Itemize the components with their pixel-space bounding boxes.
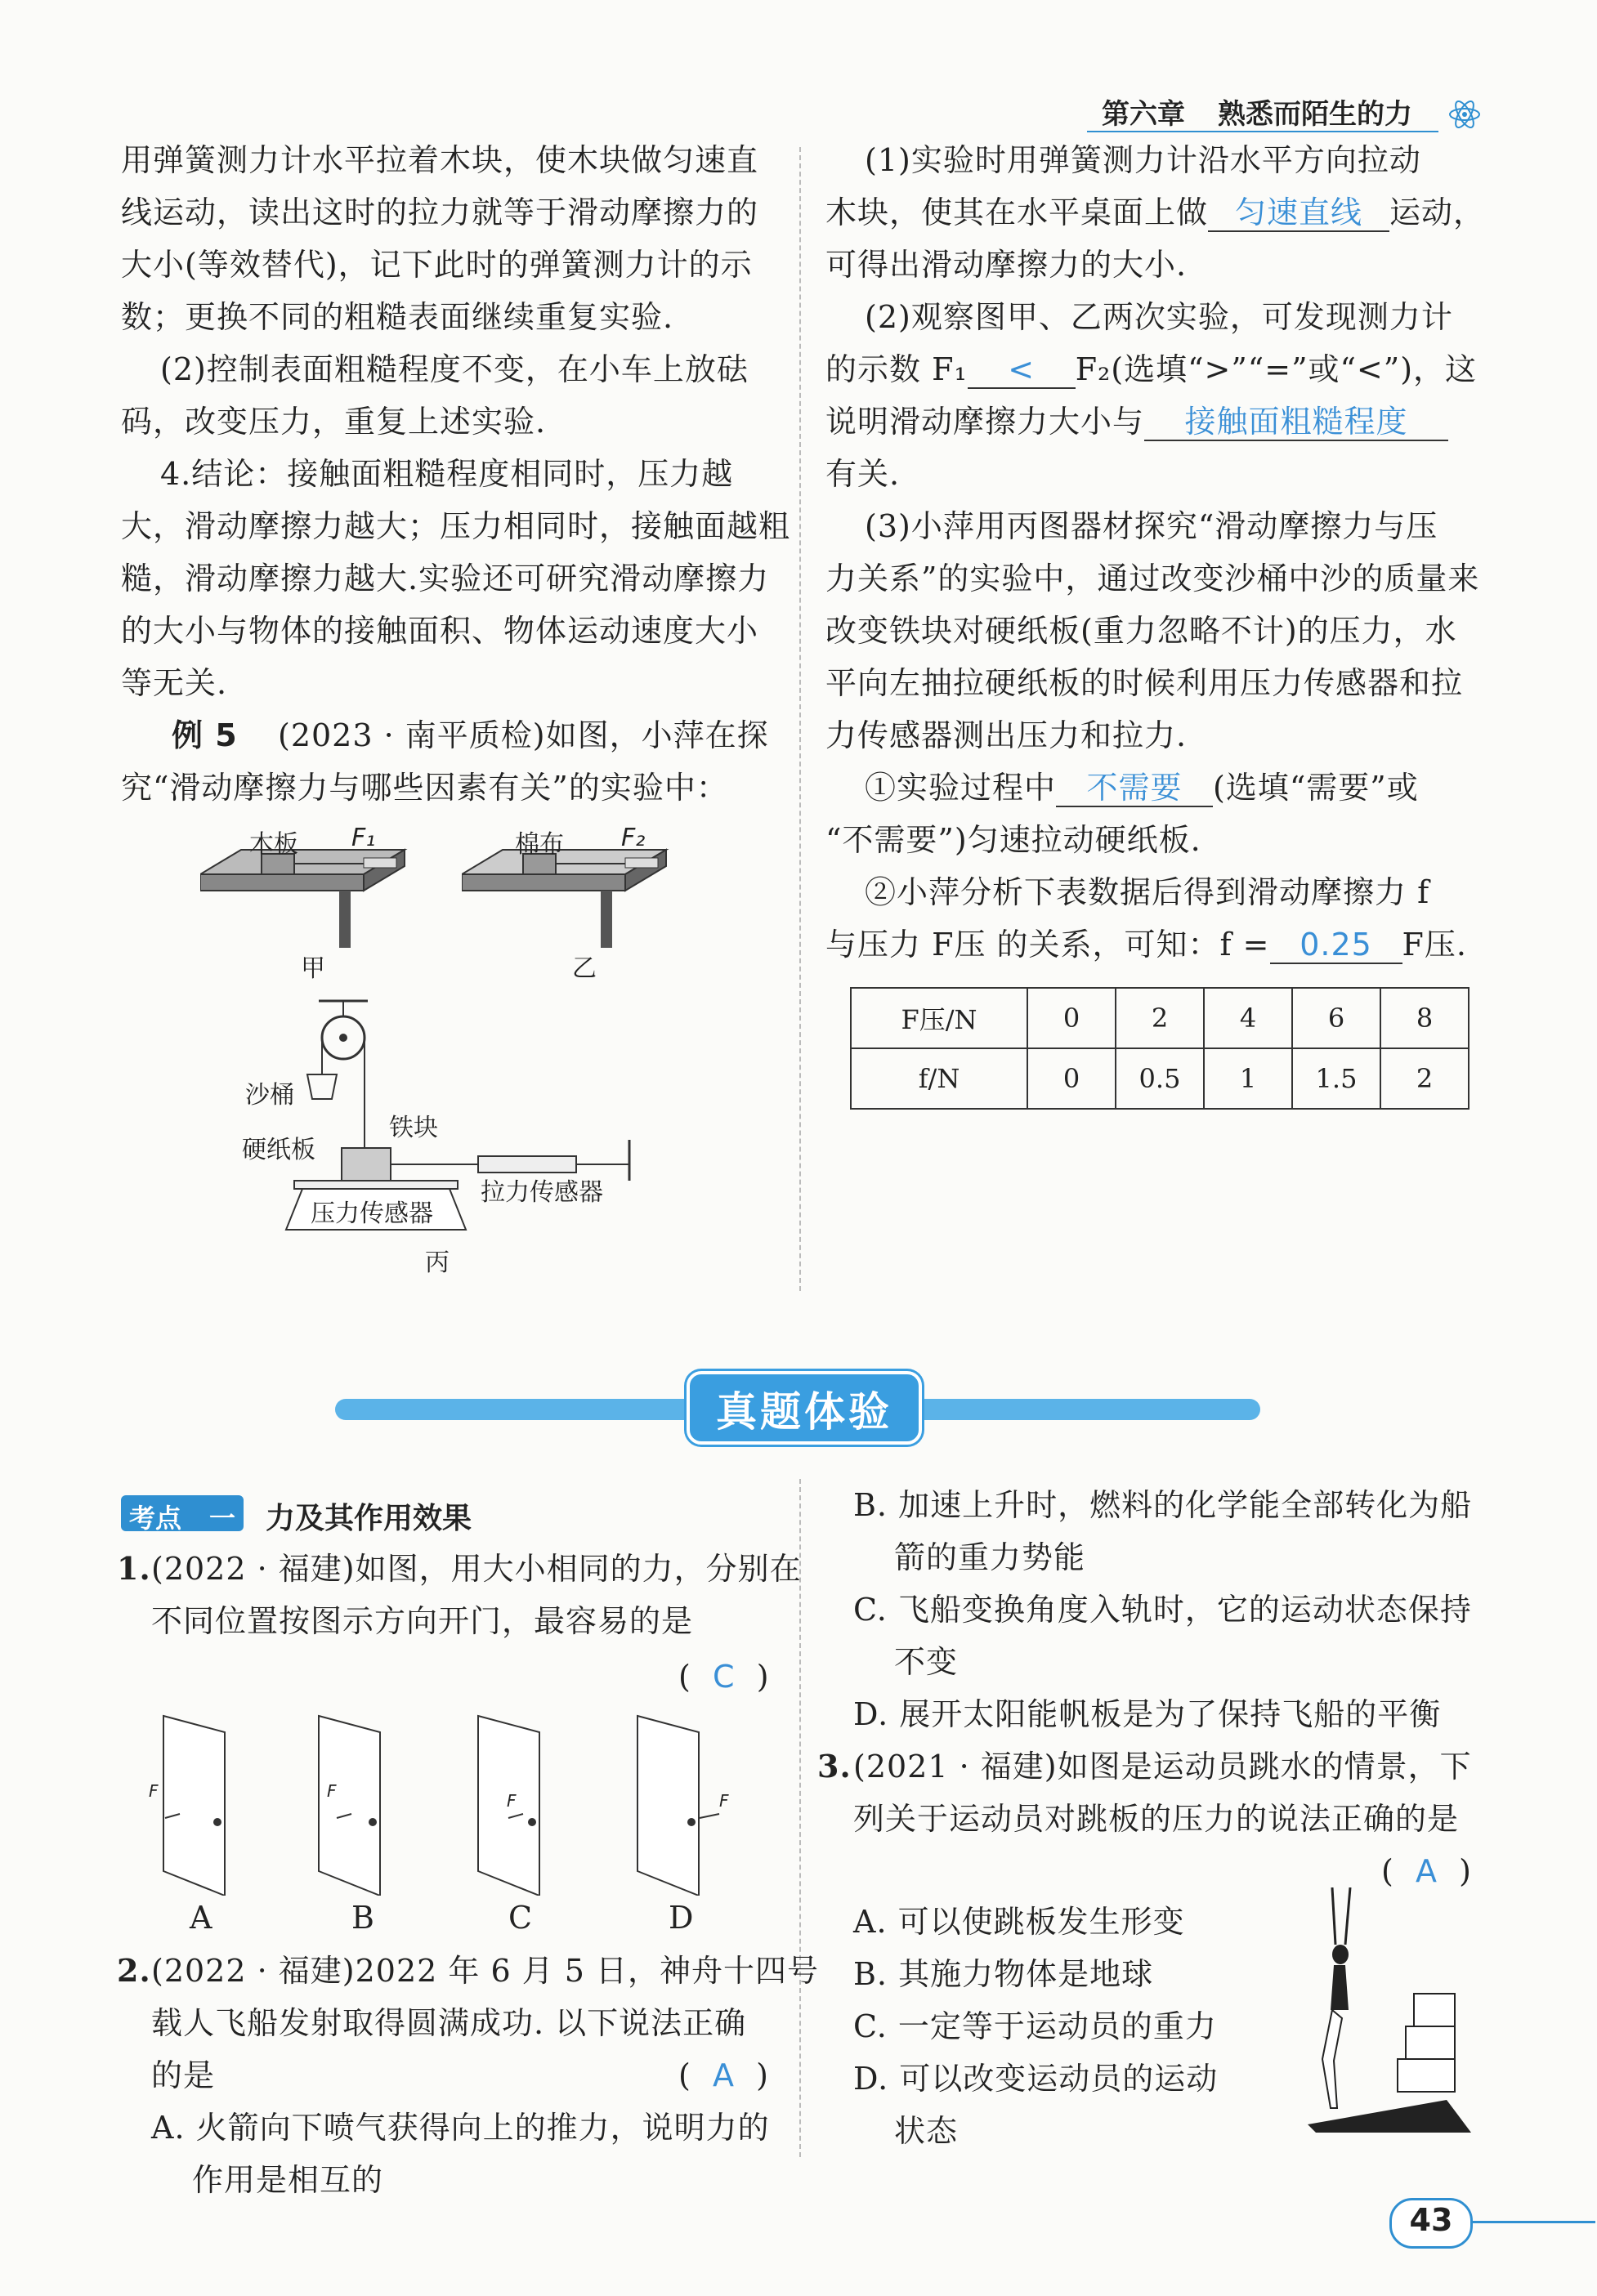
- label-f1: F₁: [351, 824, 376, 852]
- left-line: 的大小与物体的接触面积、物体运动速度大小: [121, 613, 759, 649]
- section-tag-label: 考点: [129, 1503, 182, 1534]
- q3-answer-bracket: ( A ): [1381, 1853, 1472, 1889]
- force-label: F: [149, 1781, 159, 1801]
- table-cell: 0: [1027, 988, 1116, 1048]
- q2-answer-2[interactable]: 接触面粗糙程度: [1144, 404, 1448, 441]
- q3-option-c: C. 一定等于运动员的重力: [853, 2008, 1217, 2044]
- q2-answer[interactable]: A: [712, 2057, 735, 2093]
- q3b-line2: 与压力 F压 的关系，可知：f = 0.25 F压.: [825, 927, 1467, 963]
- column-divider: [799, 147, 801, 1291]
- q2-option-c: 不变: [894, 1644, 959, 1680]
- friction-figure-yi: [462, 825, 682, 956]
- label-pressure-sensor: 压力传感器: [311, 1199, 433, 1228]
- table-cell: 1.5: [1292, 1048, 1380, 1109]
- q2-option-a: A. 火箭向下喷气获得向上的推力，说明力的: [151, 2110, 770, 2146]
- left-line: 线运动，读出这时的拉力就等于滑动摩擦力的: [121, 194, 759, 230]
- q3a-line1: ①实验过程中 不需要 (选填“需要”或: [865, 770, 1419, 806]
- q2-answer-1[interactable]: <: [968, 351, 1076, 389]
- chapter-title: 熟悉而陌生的力: [1218, 98, 1412, 131]
- q2-option-d: D. 展开太阳能帆板是为了保持飞船的平衡: [853, 1696, 1442, 1732]
- q3-line: 力传感器测出压力和拉力.: [825, 717, 1188, 753]
- label-cardboard: 硬纸板: [242, 1136, 315, 1164]
- table-cell: 0: [1027, 1048, 1116, 1109]
- label-board: 木板: [249, 830, 298, 859]
- q3a-line2: “不需要”)匀速拉动硬纸板.: [825, 822, 1201, 858]
- q3-line: 改变铁块对硬纸板(重力忽略不计)的压力，水: [825, 613, 1457, 649]
- table-cell: 2: [1116, 988, 1204, 1048]
- q3-option-d: D. 可以改变运动员的运动: [853, 2061, 1219, 2097]
- q3a-answer[interactable]: 不需要: [1056, 770, 1213, 807]
- q1-answer[interactable]: 匀速直线: [1208, 194, 1389, 232]
- atom-icon: [1447, 96, 1483, 132]
- q1-number: 1.: [117, 1550, 151, 1587]
- q1-text: 不同位置按图示方向开门，最容易的是: [151, 1603, 694, 1639]
- section-tag-number: 一: [209, 1503, 236, 1534]
- q3-text: (2021 · 福建)如图是运动员跳水的情景，下: [853, 1749, 1472, 1785]
- table-cell: f/N: [851, 1048, 1027, 1109]
- friction-figure-jia: [200, 825, 421, 956]
- table-cell: 4: [1204, 988, 1292, 1048]
- q2-text: (2022 · 福建)2022 年 6 月 5 日，神舟十四号: [151, 1953, 820, 1989]
- diver-figure: [1283, 1887, 1479, 2133]
- q2-option-c: C. 飞船变换角度入轨时，它的运动状态保持: [853, 1592, 1472, 1628]
- label-jia: 甲: [301, 954, 325, 983]
- q2-line4: 有关.: [825, 456, 901, 492]
- example-line2: 究“滑动摩擦力与哪些因素有关”的实验中：: [121, 770, 728, 806]
- header-rule: [1087, 131, 1438, 132]
- table-row: [851, 988, 1469, 1048]
- label-bing: 丙: [425, 1249, 450, 1277]
- data-table: [850, 987, 1470, 1110]
- left-line: 等无关.: [121, 665, 228, 701]
- example-source: (2023 · 南平质检)如图，小萍在探: [278, 717, 769, 753]
- q1-line3: 可得出滑动摩擦力的大小.: [825, 247, 1188, 283]
- q2-option-b: B. 加速上升时，燃料的化学能全部转化为船: [853, 1487, 1473, 1523]
- left-line: 大，滑动摩擦力越大；压力相同时，接触面越粗: [121, 508, 791, 544]
- q3-option-d: 状态: [894, 2113, 959, 2149]
- label-cloth: 棉布: [515, 830, 564, 859]
- q2-option-b: 箭的重力势能: [894, 1539, 1086, 1575]
- table-cell: 0.5: [1116, 1048, 1204, 1109]
- left-line: 数；更换不同的粗糙表面继续重复实验.: [121, 299, 674, 335]
- q3-answer[interactable]: A: [1415, 1853, 1438, 1889]
- left-line: 码，改变压力，重复上述实验.: [121, 404, 547, 440]
- footer-rule: [1473, 2221, 1595, 2223]
- table-row: [851, 1048, 1469, 1109]
- section-title: 力及其作用效果: [266, 1502, 472, 1535]
- left-line: 大小(等效替代)，记下此时的弹簧测力计的示: [121, 247, 753, 283]
- door-label: D: [669, 1900, 695, 1936]
- q2-line1: (2)观察图甲、乙两次实验，可发现测力计: [865, 299, 1453, 335]
- table-cell: 8: [1380, 988, 1469, 1048]
- table-cell: 6: [1292, 988, 1380, 1048]
- label-tension-sensor: 拉力传感器: [481, 1178, 603, 1207]
- label-yi: 乙: [572, 954, 597, 983]
- q2-answer-bracket: ( A ): [678, 2057, 769, 2093]
- door-options-figure: [147, 1708, 768, 1896]
- page-number: 43: [1409, 2202, 1453, 2238]
- q2-number: 2.: [117, 1952, 151, 1989]
- q2-line3: 说明滑动摩擦力大小与 接触面粗糙程度: [825, 404, 1448, 441]
- q3-line: 平向左抽拉硬纸板的时候利用压力传感器和拉: [825, 665, 1464, 701]
- banner-title: 真题体验: [716, 1388, 892, 1436]
- q2-option-a: 作用是相互的: [192, 2162, 384, 2198]
- chapter-label: 第六章: [1102, 98, 1185, 131]
- force-label: F: [507, 1791, 517, 1811]
- left-line: 4.结论：接触面粗糙程度相同时，压力越: [160, 456, 734, 492]
- q3-line: (3)小萍用丙图器材探究“滑动摩擦力与压: [865, 508, 1438, 544]
- q1-answer[interactable]: C: [712, 1659, 736, 1695]
- label-f2: F₂: [621, 824, 646, 852]
- q3b-line1: ②小萍分析下表数据后得到滑动摩擦力 f: [865, 874, 1430, 910]
- left-line: (2)控制表面粗糙程度不变，在小车上放砝: [160, 351, 749, 387]
- q3-line: 力关系”的实验中，通过改变沙桶中沙的质量来: [825, 561, 1480, 596]
- door-label: A: [190, 1900, 213, 1936]
- force-label: F: [327, 1781, 337, 1801]
- label-iron-block: 铁块: [389, 1114, 438, 1142]
- q2-text: 载人飞船发射取得圆满成功. 以下说法正确: [151, 2005, 747, 2041]
- table-cell: 1: [1204, 1048, 1292, 1109]
- q3-option-a: A. 可以使跳板发生形变: [853, 1904, 1185, 1940]
- label-sand-bucket: 沙桶: [245, 1081, 294, 1110]
- q3-option-b: B. 其施力物体是地球: [853, 1956, 1154, 1992]
- q1-line2: 木块，使其在水平桌面上做 匀速直线 运动，: [825, 194, 1486, 230]
- table-cell: 2: [1380, 1048, 1469, 1109]
- left-line: 糙，滑动摩擦力越大.实验还可研究滑动摩擦力: [121, 561, 770, 596]
- q2-text: 的是: [151, 2057, 216, 2093]
- q1-line1: (1)实验时用弹簧测力计沿水平方向拉动: [865, 142, 1421, 178]
- q3-number: 3.: [817, 1748, 852, 1785]
- q2-line2: 的示数 F₁ < F₂(选填“>”“=”或“<”)，这: [825, 351, 1478, 387]
- force-label: F: [719, 1791, 729, 1811]
- q3-text: 列关于运动员对跳板的压力的说法正确的是: [853, 1801, 1460, 1837]
- left-line: 用弹簧测力计水平拉着木块，使木块做匀速直: [121, 142, 759, 178]
- q1-answer-bracket: ( C ): [678, 1659, 770, 1695]
- q3b-answer[interactable]: 0.25: [1270, 927, 1402, 964]
- door-label: C: [508, 1900, 534, 1936]
- table-cell: F压/N: [851, 988, 1027, 1048]
- example-label: 例 5: [172, 717, 238, 753]
- q1-text: (2022 · 福建)如图，用大小相同的力，分别在: [151, 1551, 802, 1587]
- door-label: B: [351, 1900, 375, 1936]
